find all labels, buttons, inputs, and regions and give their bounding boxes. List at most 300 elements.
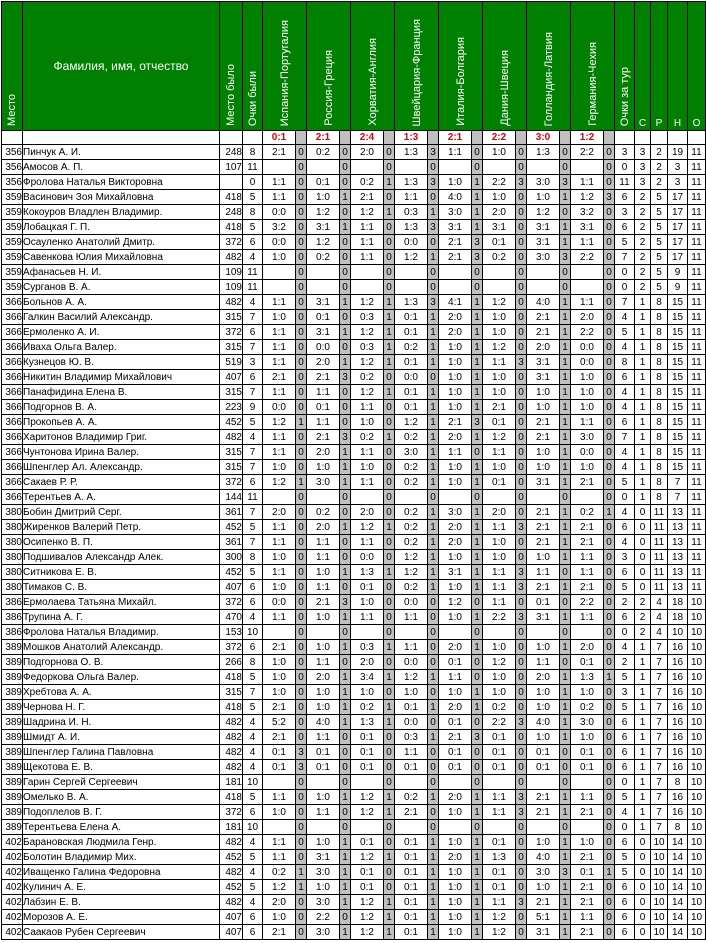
prediction-cell: 3:1: [307, 295, 340, 310]
table-row: [2, 370, 706, 385]
o-cell: 10: [688, 595, 706, 610]
header-n: Н: [668, 2, 688, 131]
n-cell: 15: [668, 445, 688, 460]
prediction-cell: 1:1: [439, 145, 472, 160]
prediction-cell: 1:1: [263, 340, 296, 355]
points-were-cell: 4: [243, 250, 263, 265]
prediction-cell: 1:0: [307, 565, 340, 580]
prediction-cell: [527, 490, 560, 505]
points-were-cell: 7: [243, 535, 263, 550]
prediction-points-cell: 0: [428, 490, 439, 505]
prediction-points-cell: 0: [384, 250, 395, 265]
prediction-points-cell: 3: [472, 235, 483, 250]
prediction-cell: 2:0: [307, 670, 340, 685]
place-cell: 389: [2, 730, 23, 745]
table-row: [2, 745, 706, 760]
prediction-points-cell: 0: [560, 565, 571, 580]
prediction-cell: 1:0: [483, 670, 516, 685]
prediction-cell: 0:0: [307, 340, 340, 355]
prediction-points-cell: 1: [472, 400, 483, 415]
prediction-cell: 2:1: [263, 640, 296, 655]
prediction-cell: 0:1: [571, 745, 604, 760]
prediction-cell: 2:1: [527, 310, 560, 325]
prediction-points-cell: 0: [296, 460, 307, 475]
r-cell: 7: [651, 775, 668, 790]
prediction-cell: 1:0: [439, 925, 472, 940]
points-were-cell: 6: [243, 595, 263, 610]
prediction-points-cell: 0: [296, 625, 307, 640]
tour-points-cell: 3: [615, 205, 635, 220]
was-place-cell: 482: [220, 895, 243, 910]
o-cell: 10: [688, 670, 706, 685]
prediction-cell: [527, 160, 560, 175]
prediction-cell: 1:0: [571, 370, 604, 385]
n-cell: 18: [668, 595, 688, 610]
prediction-cell: 2:1: [527, 895, 560, 910]
prediction-points-cell: 0: [560, 145, 571, 160]
prediction-points-cell: 1: [384, 520, 395, 535]
prediction-points-cell: 3: [340, 370, 351, 385]
prediction-cell: 4:1: [439, 295, 472, 310]
prediction-cell: [483, 160, 516, 175]
c-cell: 2: [635, 625, 651, 640]
was-place-cell: 452: [220, 415, 243, 430]
prediction-cell: [439, 265, 472, 280]
prediction-points-cell: 1: [428, 250, 439, 265]
was-place-cell: 372: [220, 805, 243, 820]
prediction-points-cell: 0: [384, 880, 395, 895]
c-cell: 1: [635, 460, 651, 475]
prediction-cell: 2:1: [527, 415, 560, 430]
prediction-points-cell: 3: [296, 760, 307, 775]
c-cell: 1: [635, 775, 651, 790]
tour-points-cell: 6: [615, 715, 635, 730]
tour-points-cell: 5: [615, 235, 635, 250]
prediction-points-cell: 0: [340, 745, 351, 760]
prediction-points-cell: 1: [428, 460, 439, 475]
prediction-cell: 2:2: [571, 145, 604, 160]
prediction-cell: [483, 265, 516, 280]
prediction-points-cell: 0: [560, 280, 571, 295]
prediction-cell: 2:1: [439, 730, 472, 745]
tour-points-cell: 6: [615, 370, 635, 385]
n-cell: 14: [668, 880, 688, 895]
c-cell: 1: [635, 490, 651, 505]
prediction-cell: [439, 820, 472, 835]
prediction-points-cell: 1: [472, 505, 483, 520]
name-cell: Терентьев А. А.: [23, 490, 220, 505]
tour-points-cell: 0: [615, 280, 635, 295]
prediction-points-cell: 0: [472, 655, 483, 670]
o-cell: 11: [688, 460, 706, 475]
prediction-cell: 0:1: [351, 760, 384, 775]
place-cell: 359: [2, 280, 23, 295]
c-cell: 2: [635, 265, 651, 280]
prediction-points-cell: 0: [604, 820, 615, 835]
prediction-cell: [527, 265, 560, 280]
prediction-points-cell: 1: [472, 550, 483, 565]
prediction-cell: [571, 160, 604, 175]
table-row: [2, 145, 706, 160]
n-cell: 13: [668, 580, 688, 595]
prediction-points-cell: 3: [472, 730, 483, 745]
o-cell: 11: [688, 430, 706, 445]
tour-points-cell: 7: [615, 295, 635, 310]
prediction-points-cell: 1: [340, 355, 351, 370]
r-cell: 8: [651, 460, 668, 475]
tour-points-cell: 4: [615, 505, 635, 520]
prediction-points-cell: 0: [428, 655, 439, 670]
prediction-cell: 0:0: [351, 550, 384, 565]
prediction-cell: [307, 820, 340, 835]
r-cell: 4: [651, 625, 668, 640]
points-were-cell: 6: [243, 640, 263, 655]
prediction-points-cell: 0: [516, 160, 527, 175]
place-cell: 380: [2, 520, 23, 535]
prediction-points-cell: 1: [428, 910, 439, 925]
o-cell: 11: [688, 295, 706, 310]
was-place-cell: 109: [220, 280, 243, 295]
prediction-cell: 2:1: [571, 535, 604, 550]
name-cell: Тимаков С. В.: [23, 580, 220, 595]
o-cell: 10: [688, 835, 706, 850]
table-row: [2, 205, 706, 220]
n-cell: 13: [668, 535, 688, 550]
prediction-points-cell: 0: [340, 340, 351, 355]
was-place-cell: [220, 175, 243, 190]
was-place-cell: 315: [220, 340, 243, 355]
prediction-cell: 1:1: [307, 580, 340, 595]
prediction-points-cell: 1: [428, 355, 439, 370]
points-were-cell: 4: [243, 835, 263, 850]
prediction-cell: 1:0: [307, 700, 340, 715]
c-cell: 2: [635, 205, 651, 220]
prediction-cell: 0:2: [351, 430, 384, 445]
prediction-points-cell: 0: [296, 730, 307, 745]
tour-points-cell: 2: [615, 655, 635, 670]
tour-points-cell: 3: [615, 685, 635, 700]
header-match: Германия-Чехия: [571, 2, 615, 131]
prediction-cell: 1:2: [307, 205, 340, 220]
prediction-cell: [527, 775, 560, 790]
was-place-cell: 181: [220, 775, 243, 790]
r-cell: 11: [651, 550, 668, 565]
r-cell: 7: [651, 685, 668, 700]
prediction-points-cell: 1: [428, 880, 439, 895]
c-cell: 1: [635, 400, 651, 415]
name-cell: Подгорнов В. А.: [23, 400, 220, 415]
prediction-points-cell: 0: [428, 775, 439, 790]
prediction-points-cell: 1: [560, 895, 571, 910]
place-cell: 359: [2, 250, 23, 265]
prediction-points-cell: 1: [340, 700, 351, 715]
place-cell: 366: [2, 430, 23, 445]
o-cell: 11: [688, 325, 706, 340]
prediction-points-cell: 1: [560, 475, 571, 490]
c-cell: 0: [635, 505, 651, 520]
prediction-points-cell: 0: [516, 250, 527, 265]
was-place-cell: 300: [220, 550, 243, 565]
was-place-cell: 315: [220, 685, 243, 700]
prediction-points-cell: 1: [340, 295, 351, 310]
prediction-cell: [351, 820, 384, 835]
prediction-points-cell: 0: [384, 145, 395, 160]
o-cell: 11: [688, 280, 706, 295]
prediction-points-cell: 0: [516, 865, 527, 880]
r-cell: 8: [651, 370, 668, 385]
prediction-cell: 1:1: [571, 295, 604, 310]
o-cell: 10: [688, 820, 706, 835]
prediction-points-cell: 0: [340, 760, 351, 775]
prediction-points-cell: 0: [604, 760, 615, 775]
table-row: [2, 355, 706, 370]
prediction-points-cell: 1: [428, 325, 439, 340]
prediction-cell: 1:0: [483, 535, 516, 550]
n-cell: 16: [668, 655, 688, 670]
prediction-points-cell: 1: [560, 430, 571, 445]
prediction-points-cell: 0: [516, 415, 527, 430]
r-cell: 8: [651, 355, 668, 370]
header-match: Испания-Португалия: [263, 2, 307, 131]
tour-points-cell: 6: [615, 835, 635, 850]
tour-points-cell: 4: [615, 400, 635, 415]
prediction-points-cell: 0: [340, 730, 351, 745]
o-cell: 11: [688, 580, 706, 595]
prediction-cell: 0:1: [439, 760, 472, 775]
prediction-points-cell: 0: [604, 295, 615, 310]
was-place-cell: 482: [220, 760, 243, 775]
prediction-points-cell: 0: [384, 775, 395, 790]
table-row: [2, 175, 706, 190]
prediction-points-cell: 1: [560, 370, 571, 385]
n-cell: 3: [668, 175, 688, 190]
tour-points-cell: 5: [615, 670, 635, 685]
prediction-points-cell: 0: [384, 475, 395, 490]
prediction-cell: 1:2: [483, 925, 516, 940]
was-place-cell: 372: [220, 640, 243, 655]
prediction-points-cell: 3: [516, 565, 527, 580]
prediction-points-cell: 3: [516, 895, 527, 910]
prediction-points-cell: 1: [384, 790, 395, 805]
prediction-cell: 2:2: [571, 250, 604, 265]
prediction-cell: 2:0: [483, 205, 516, 220]
prediction-points-cell: 1: [428, 340, 439, 355]
prediction-cell: 1:0: [307, 835, 340, 850]
prediction-cell: 0:1: [527, 760, 560, 775]
points-were-cell: 10: [243, 820, 263, 835]
points-were-cell: 6: [243, 325, 263, 340]
prediction-points-cell: 1: [560, 715, 571, 730]
c-cell: 2: [635, 595, 651, 610]
prediction-cell: 1:0: [527, 190, 560, 205]
prediction-cell: 1:0: [483, 385, 516, 400]
prediction-cell: 3:1: [527, 355, 560, 370]
r-cell: 8: [651, 475, 668, 490]
prediction-cell: 2:1: [307, 430, 340, 445]
prediction-points-cell: 0: [340, 175, 351, 190]
prediction-cell: 1:0: [527, 835, 560, 850]
prediction-points-cell: 1: [428, 415, 439, 430]
o-cell: 10: [688, 610, 706, 625]
n-cell: 15: [668, 295, 688, 310]
place-cell: 359: [2, 190, 23, 205]
o-cell: 11: [688, 220, 706, 235]
prediction-cell: 1:1: [351, 400, 384, 415]
prediction-points-cell: 0: [604, 835, 615, 850]
header-name: Фамилия, имя, отчество: [23, 2, 220, 131]
prediction-cell: 0:2: [307, 250, 340, 265]
prediction-cell: 0:2: [351, 175, 384, 190]
prediction-points-cell: 1: [560, 310, 571, 325]
prediction-cell: [351, 625, 384, 640]
prediction-cell: 0:2: [351, 700, 384, 715]
name-cell: Трупина А. Г.: [23, 610, 220, 625]
r-cell: 8: [651, 385, 668, 400]
o-cell: 11: [688, 355, 706, 370]
prediction-cell: 3:0: [571, 430, 604, 445]
prediction-cell: 1:0: [527, 880, 560, 895]
tour-points-cell: 0: [615, 265, 635, 280]
result-score: 2:1: [307, 131, 340, 145]
prediction-points-cell: 1: [340, 850, 351, 865]
prediction-cell: [571, 490, 604, 505]
prediction-cell: 1:0: [351, 460, 384, 475]
prediction-cell: 2:2: [307, 910, 340, 925]
was-place-cell: 470: [220, 610, 243, 625]
prediction-cell: 0:1: [395, 760, 428, 775]
o-cell: 11: [688, 400, 706, 415]
table-body: [2, 131, 706, 940]
n-cell: 16: [668, 760, 688, 775]
n-cell: 16: [668, 790, 688, 805]
prediction-cell: 1:0: [263, 580, 296, 595]
prediction-cell: 2:1: [263, 145, 296, 160]
prediction-cell: 1:2: [263, 475, 296, 490]
points-were-cell: 7: [243, 445, 263, 460]
prediction-cell: 2:0: [263, 895, 296, 910]
prediction-points-cell: 0: [384, 265, 395, 280]
prediction-points-cell: 0: [604, 430, 615, 445]
table-row: [2, 760, 706, 775]
o-cell: 11: [688, 550, 706, 565]
prediction-cell: [395, 265, 428, 280]
prediction-points-cell: 0: [428, 370, 439, 385]
place-cell: 366: [2, 310, 23, 325]
prediction-cell: 1:2: [351, 895, 384, 910]
prediction-cell: 2:0: [439, 520, 472, 535]
prediction-points-cell: 0: [296, 175, 307, 190]
n-cell: 15: [668, 310, 688, 325]
prediction-points-cell: 0: [472, 625, 483, 640]
prediction-points-cell: 0: [296, 655, 307, 670]
prediction-cell: 3:1: [527, 475, 560, 490]
header-points-were: Очки были: [243, 2, 263, 131]
name-cell: Саакаов Рубен Сергеевич: [23, 925, 220, 940]
prediction-points-cell: 3: [296, 745, 307, 760]
prediction-cell: 0:1: [483, 415, 516, 430]
results-row: [2, 131, 706, 145]
tour-points-cell: 3: [615, 145, 635, 160]
name-cell: Чунтонова Ирина Валер.: [23, 445, 220, 460]
prediction-cell: 3:0: [439, 205, 472, 220]
name-cell: Шпенглер Галина Павловна: [23, 745, 220, 760]
prediction-cell: 3:0: [307, 865, 340, 880]
prediction-points-cell: 1: [428, 895, 439, 910]
o-cell: 10: [688, 895, 706, 910]
n-cell: 15: [668, 430, 688, 445]
prediction-cell: 1:3: [527, 145, 560, 160]
prediction-points-cell: 0: [516, 745, 527, 760]
prediction-points-cell: 0: [384, 220, 395, 235]
table-row: [2, 880, 706, 895]
table-row: [2, 325, 706, 340]
prediction-cell: 0:3: [395, 730, 428, 745]
prediction-points-cell: 3: [516, 520, 527, 535]
r-cell: 8: [651, 400, 668, 415]
prediction-points-cell: 1: [560, 790, 571, 805]
table-header: [2, 2, 706, 131]
prediction-cell: 2:0: [483, 505, 516, 520]
prediction-cell: 3:4: [351, 670, 384, 685]
tour-points-cell: 0: [615, 820, 635, 835]
prediction-points-cell: 0: [604, 250, 615, 265]
prediction-points-cell: 0: [384, 595, 395, 610]
n-cell: 10: [668, 625, 688, 640]
name-cell: Лабзин Е. В.: [23, 895, 220, 910]
prediction-cell: 0:0: [395, 370, 428, 385]
place-cell: 380: [2, 550, 23, 565]
prediction-points-cell: 0: [516, 370, 527, 385]
points-were-cell: 5: [243, 415, 263, 430]
prediction-cell: [307, 625, 340, 640]
prediction-points-cell: 1: [472, 835, 483, 850]
prediction-cell: 1:0: [307, 880, 340, 895]
prediction-points-cell: 3: [560, 250, 571, 265]
place-cell: 389: [2, 655, 23, 670]
prediction-cell: 0:1: [527, 745, 560, 760]
prediction-points-cell: 0: [516, 385, 527, 400]
r-cell: 10: [651, 925, 668, 940]
c-cell: 2: [635, 280, 651, 295]
prediction-cell: 2:2: [483, 610, 516, 625]
prediction-points-cell: 0: [604, 550, 615, 565]
prediction-cell: 0:1: [483, 745, 516, 760]
table-row: [2, 400, 706, 415]
c-cell: 0: [635, 895, 651, 910]
tour-points-cell: 5: [615, 790, 635, 805]
header-match: Россия-Греция: [307, 2, 351, 131]
o-cell: 11: [688, 190, 706, 205]
prediction-points-cell: 0: [472, 265, 483, 280]
prediction-points-cell: 1: [472, 325, 483, 340]
prediction-points-cell: 0: [340, 250, 351, 265]
prediction-points-cell: 0: [340, 820, 351, 835]
n-cell: 8: [668, 820, 688, 835]
prediction-cell: 1:0: [527, 550, 560, 565]
tour-points-cell: 6: [615, 565, 635, 580]
prediction-points-cell: 0: [604, 325, 615, 340]
prediction-points-cell: 1: [560, 580, 571, 595]
prediction-cell: 0:2: [395, 520, 428, 535]
points-were-cell: 9: [243, 400, 263, 415]
prediction-points-cell: 1: [340, 715, 351, 730]
prediction-cell: 0:1: [307, 400, 340, 415]
prediction-cell: 1:1: [307, 415, 340, 430]
name-cell: Кузнецов Ю. В.: [23, 355, 220, 370]
prediction-points-cell: 0: [384, 550, 395, 565]
prediction-cell: [483, 775, 516, 790]
prediction-cell: 1:0: [351, 685, 384, 700]
